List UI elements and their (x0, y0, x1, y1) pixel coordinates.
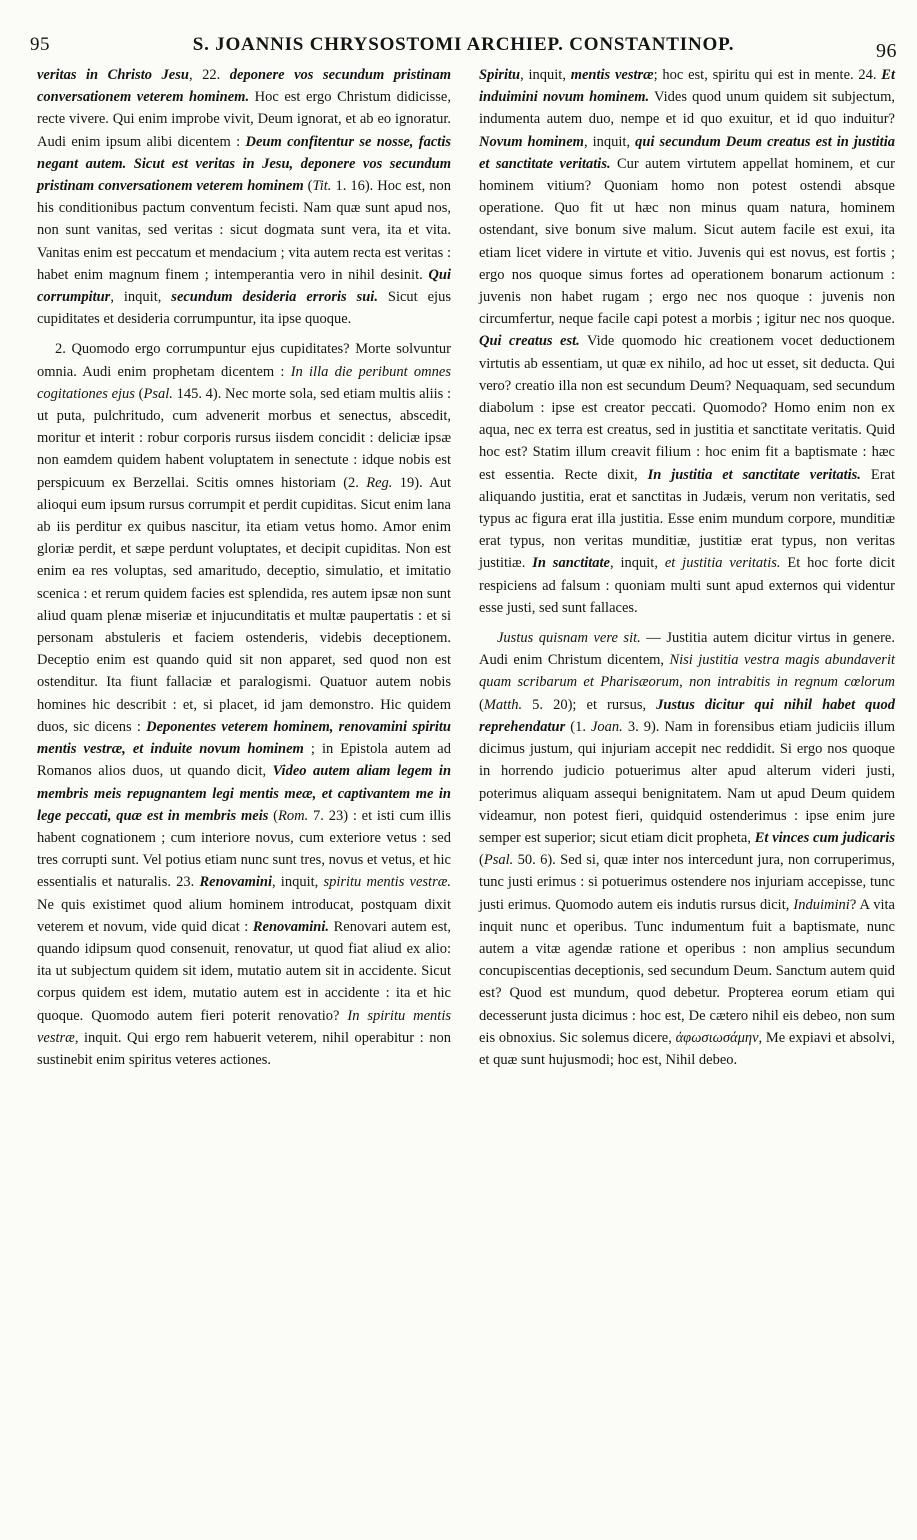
emphasized-text: In spiritu mentis vestræ (37, 1007, 451, 1046)
emphasized-text: spiritu mentis vestræ. (323, 874, 452, 891)
text-run: — Justitia autem dicitur virtus in genere. Audi enim Christum dicentem, (479, 630, 895, 669)
text-run: , inquit, (610, 555, 665, 572)
emphasized-text: Qui creatus est. (479, 333, 580, 350)
text-run: Et hoc forte dicit respiciens ad falsum : quoniam multi sunt apud externos qui videntur esse justi, sed sunt fallaces. (479, 555, 895, 616)
running-title: S. JOANNIS CHRYSOSTOMI ARCHIEP. CONSTANTINOP. (192, 34, 735, 55)
emphasized-text: Justus quisnam vere sit. (497, 630, 641, 647)
text-run: ( (268, 807, 279, 824)
text-run: 50. 6). Sed si, quæ inter nos intercedunt jura, non corruperimus, tunc justi erimus : si potuerimus ostendere nos injuriam accepisse, tunc justi erimus. Quomodo autem eis indutis rursus dicit, (479, 852, 895, 913)
emphasized-text: Tit. (312, 178, 332, 195)
text-run: ; hoc est, spiritu qui est in mente. 24. (653, 67, 882, 83)
emphasized-text: Novum hominem (479, 133, 584, 150)
emphasized-text: In justitia et sanctitate veritatis. (647, 466, 861, 483)
text-run: Renovari autem est, quando idipsum quod consenuit, renovatur, ut quod fiat aliud ex alio: ita ut subjectum quidem sit idem, mutatio autem sit in accidente. Sicut corpus quidem est idem, mutatio autem est in accidente : ita et hic quoque. Quomodo autem fieri poterit renovatio? (37, 918, 452, 1024)
text-run: Cur autem virtutem appellat hominem, et cur hominem vitium? Quoniam homo non potest ostendi absque operatione. Quo fit ut hæc non minus quam natura, hominem ostendant, sive bonum sive malum. Sicut autem facile est exui, ita etiam licet videre in virtute et vitio. Juvenis qui est novus, est fortis ; ergo nos quoque simus fortes ad operationem bonarum actionum : juvenis non habet rugam ; ergo nec nos quoque : juvenis non circumfertur, neque facile capi potest a morbis ; igitur nec nos quoque. (479, 155, 895, 328)
emphasized-text: Rom. (278, 807, 309, 824)
emphasized-text: Induimini (793, 896, 850, 913)
emphasized-text: Matth. (483, 696, 523, 713)
text-run: Vide quomodo hic creationem vocet deductionem virtutis ab essentiam, ut quæ ex nihilo, ad hoc ut esset, sit deducta. Qui vero? creatio illa non est secundum Deum? Nequaquam, sed secundum diabolum : ipse est creator peccati. Quomodo? Homo enim non ex aqua, nec ex terra est creatus, sed in justitia et sanctitate veritatis. Quid hoc est? Statim illum creavit filium : hoc enim fit a baptismate : hæc est essentia. Recte dixit, (479, 333, 896, 483)
text-run: (1. (565, 718, 591, 735)
left-column (37, 64, 451, 1071)
text-run: 145. 4). Nec morte sola, sed etiam multis aliis : ut puta, pulchritudo, cum advenerit morbus et senectus, abscedit, moritur et interit : robur corporis rursus iisdem concidit : deliciæ ipsæ non eamdem quidem habent voluptatem in senectute : idque nobis est perspicuum ex Berzellai. Scitis omnes historiam (2. (37, 385, 451, 491)
text-run: , inquit. Qui ergo rem habuerit veterem, nihil operabitur : non sustinebit enim spiritus veteres actiones. (37, 1029, 451, 1068)
emphasized-text: Spiritu (479, 67, 521, 83)
left-page-number: 95 (30, 34, 50, 55)
text-run: 7. 23) : et isti cum illis habent cognationem ; cum interiore novus, cum exteriore vetus : sed tres corrupti sunt. Vel potius etiam nunc sunt tres, novus et vetus, et hic essentialis et naturalis. 23. (37, 807, 451, 891)
text-run: 19). Aut alioqui eum ipsum rursus corrumpit et perdit cupiditas. Sicut enim lana ab iis perditur ex quibus nascitur, ita etiam vetus homo. Amor enim gloriæ perdit, et sæpe perdunt voluptates, et decipit cupiditas. Non est enim ea res voluptas, sed amaritudo, deceptio, simulatio, et imitatio scenica : et rerum quidem facies est splendida, res autem ipsæ non sunt aliud quam plenæ miseriæ et injucunditatis et multæ paupertatis : et si personam abstuleris et faciem ostenderis, videbis deceptionem. Deceptio enim est quando quid sit non apparet, sed quod non est ostenditur. Ita fiunt fallaciæ et paralogismi. Quatuor autem nobis homines hic describit : et, si placet, id jam demonstro. Hic quidem duos, sic dicens : (37, 474, 451, 735)
emphasized-text: Qui corrumpitur (37, 266, 451, 306)
text-run: ( (134, 385, 144, 402)
text-run: , inquit, (520, 67, 571, 83)
emphasized-text: Nisi justitia vestra magis abundaverit quam scribarum et Pharisæorum, non intrabitis in regnum cœlorum (479, 652, 895, 691)
emphasized-text: Psal. (483, 852, 514, 869)
text-run: , Me expiavi et absolvi, et quæ sunt hujusmodi; hoc est, Nihil debeo. (479, 1029, 895, 1068)
text-run: Ne quis existimet quod alium hominem introducat, postquam dixit veterem et novum, vide quid dicat : (37, 896, 451, 935)
text-run: ( (479, 696, 484, 713)
emphasized-text: Deponentes veterem hominem, renovamini spiritu mentis vestræ, et induite novum hominem (37, 718, 451, 758)
emphasized-text: Et induimini novum hominem. (479, 67, 895, 106)
paragraph (37, 338, 451, 1071)
emphasized-text: Deum confitentur se nosse, factis negant autem. Sicut est veritas in Jesu, deponere vos secundum pristinam conversationem veterem hominem (37, 133, 452, 195)
emphasized-text: Psal. (143, 385, 173, 402)
text-run: Vides quod unum quidem sit subjectum, indumenta autem duo, nempe et id quo exuitur, et id quo induitur? (479, 89, 895, 128)
text-run: ( (303, 178, 313, 195)
paragraph (37, 64, 451, 330)
emphasized-text: Et vinces cum judicaris (754, 829, 895, 846)
paragraph (479, 64, 895, 619)
emphasized-text: Justus dicitur qui nihil habet quod reprehendatur (479, 696, 896, 735)
text-run: , inquit, (271, 874, 324, 891)
emphasized-text: In sanctitate (532, 555, 610, 572)
emphasized-text: veritas in Christo Jesu (37, 67, 189, 83)
text-run: ; in Epistola autem ad Romanos alios duos, ut quando dicit, (37, 741, 451, 780)
emphasized-text: secundum desideria erroris sui. (171, 289, 378, 306)
paragraph (479, 627, 895, 1071)
text-run: , inquit, (583, 133, 636, 150)
text-run: , inquit, (110, 289, 172, 306)
text-run: ? A vita inquit nunc et operibus. Tunc indumentum fuit a baptismate, nunc autem a vitæ agendæ ratione et operibus : non amplius secundum concupiscentias deceptionis, sed secundum Deum. Sanctum autem quid est? Quod est mundum, quod debetur. Propterea eorum etiam qui decesserunt justa dicimus : hoc est, De cætero nihil eis debeo, non sum eis obnoxius. Sic solemus dicere, (479, 896, 895, 1046)
right-column (479, 64, 895, 1071)
text-run: 3. 9). Nam in forensibus etiam judiciis illum dicimus justum, qui injuriam accepit nec reddidit. Si ergo nos quoque in horrendo judicio potuerimus alter apud alterum videri justi, poterimus aliquam assequi benignitatem. Nam ut apud Deum quidem videamur, non potest fieri, quidquid ostenderimus : ipse enim jure semper est superior; sicut etiam dicit propheta, (479, 718, 895, 846)
emphasized-text: deponere vos secundum pristinam conversationem veterem hominem. (37, 67, 451, 106)
emphasized-text: Video autem aliam legem in membris meis repugnantem legi mentis meæ, et captivantem me in lege peccati, quæ est in membris meis (37, 763, 452, 824)
text-run: Sicut ejus cupiditates et desideria corrumpuntur, ita ipse quoque. (37, 289, 451, 328)
text-run: 1. 16). Hoc est, non his conditionibus pactum conventum fecisti. Nam quæ sunt apud nos, non sunt vanitas, sed veritas : sicut dogmata sunt vera, ita et vita. Vanitas enim est peccatum et mendacium ; vita autem recta est veritas : habet enim magnum finem ; intemperantia vero in nihil desinit. (37, 178, 451, 283)
text-run: Hoc est ergo Christum didicisse, recte vivere. Qui enim improbe vivit, Deum ignorat, et ab eo ignoratur. Audi enim ipsum alibi dicentem : (37, 89, 451, 150)
text-run: Erat aliquando justitia, erat et sanctitas in Judæis, verum non veritatis, sed typus ac figura erat illa justitia. Esse enim mundum corpore, munditiæ erat typus, non veritas munditiæ, justitiæ erat typus, non veritas justitiæ. (479, 466, 895, 572)
emphasized-text: et justitia veritatis. (664, 555, 781, 572)
emphasized-text: ἀφωσιωσάμην (675, 1029, 759, 1046)
right-page-number: 96 (876, 40, 897, 62)
page-header (30, 30, 897, 60)
emphasized-text: Renovamini. (252, 918, 330, 935)
emphasized-text: Renovamini (199, 874, 272, 891)
emphasized-text: Joan. (590, 718, 623, 735)
emphasized-text: In illa die peribunt omnes cogitationes ejus (37, 363, 451, 402)
emphasized-text: qui secundum Deum creatus est in justitia et sanctitate veritatis. (479, 133, 895, 172)
emphasized-text: mentis vestræ (570, 67, 654, 83)
text-run: 5. 20); et rursus, (522, 696, 657, 713)
emphasized-text: Reg. (366, 474, 393, 491)
text-run: ( (479, 852, 484, 869)
text-run: , 22. (188, 67, 230, 83)
text-run: 2. Quomodo ergo corrumpuntur ejus cupiditates? Morte solvuntur omnia. Audi enim prophetam dicentem : (37, 341, 451, 380)
